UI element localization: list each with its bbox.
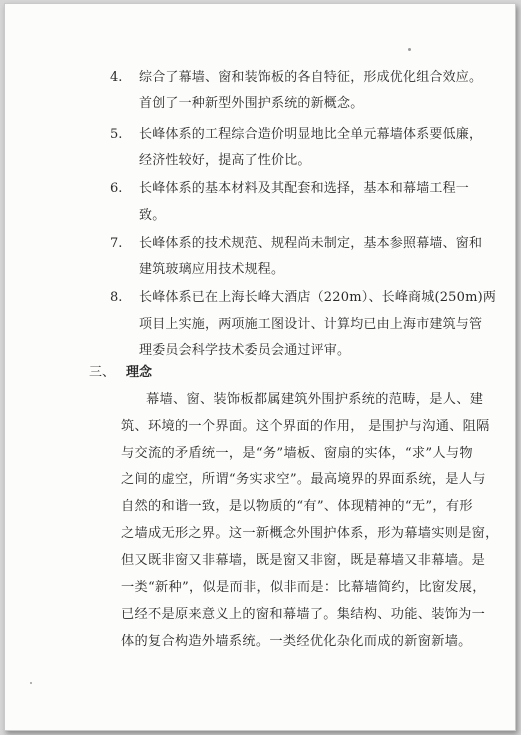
item-line: 长峰体系已在上海长峰大酒店（220m）、长峰商城(250m)两 [139,290,497,305]
item-line: 综合了幕墙、窗和装饰板的各自特征，形成优化组合效应。 [139,70,483,85]
item-line: 致。 [139,208,166,223]
item-line: 经济性较好，提高了性价比。 [139,153,311,168]
paragraph-line: 自然的和谐一致，是以物质的“有”、体现精神的“无”，有形 [121,499,473,514]
document-page [4,3,516,731]
scan-speck [30,682,32,684]
paragraph-line: 之间的虚空，所谓“务实求空”。最高境界的界面系统，是人与 [121,472,486,487]
item-line: 首创了一种新型外围护系统的新概念。 [139,96,364,111]
paragraph-line: 之墙成无形之界。这一新概念外围护体系，形为幕墙实则是窗， [121,526,499,541]
item-number: 5. [110,127,123,142]
item-line: 长峰体系的工程综合造价明显地比全单元幕墙体系要低廉， [139,127,483,142]
item-line: 项目上实施，两项施工图设计、计算均已由上海市建筑与管 [139,317,483,332]
paragraph-line: 与交流的矛盾统一，是“务”墙板、窗扇的实体，“求”人与物 [121,446,473,461]
paragraph-line: 已经不是原来意义上的窗和幕墙了。集结构、功能、装饰为一 [121,607,486,622]
item-line: 建筑玻璃应用技术规程。 [139,262,285,277]
section-number: 三、 [89,365,116,380]
paragraph-line: 一类“新种”，似是而非，似非而是：比幕墙简约，比窗发展， [121,580,486,595]
paragraph-line: 但又既非窗又非幕墙，既是窗又非窗，既是幕墙又非幕墙。是 [121,553,486,568]
scan-speck [408,48,411,51]
item-line: 长峰体系的技术规范、规程尚未制定，基本参照幕墙、窗和 [139,236,483,251]
item-line: 理委员会科学技术委员会通过评审。 [139,343,351,358]
item-number: 7. [110,236,123,251]
item-number: 6. [110,181,123,196]
section-title: 理念 [126,365,153,380]
item-number: 4. [110,70,123,85]
item-number: 8. [110,290,123,305]
paragraph-line: 筑、环境的一个界面。这个界面的作用， 是围护与沟通、阻隔 [121,419,490,434]
item-line: 长峰体系的基本材料及其配套和选择，基本和幕墙工程一 [139,181,470,196]
paragraph-line: 体的复合构造外墙系统。一类经优化杂化而成的新窗新墙。 [121,634,472,649]
paragraph-line: 幕墙、窗、装饰板都属建筑外围护系统的范畴，是人、建 [146,392,484,407]
